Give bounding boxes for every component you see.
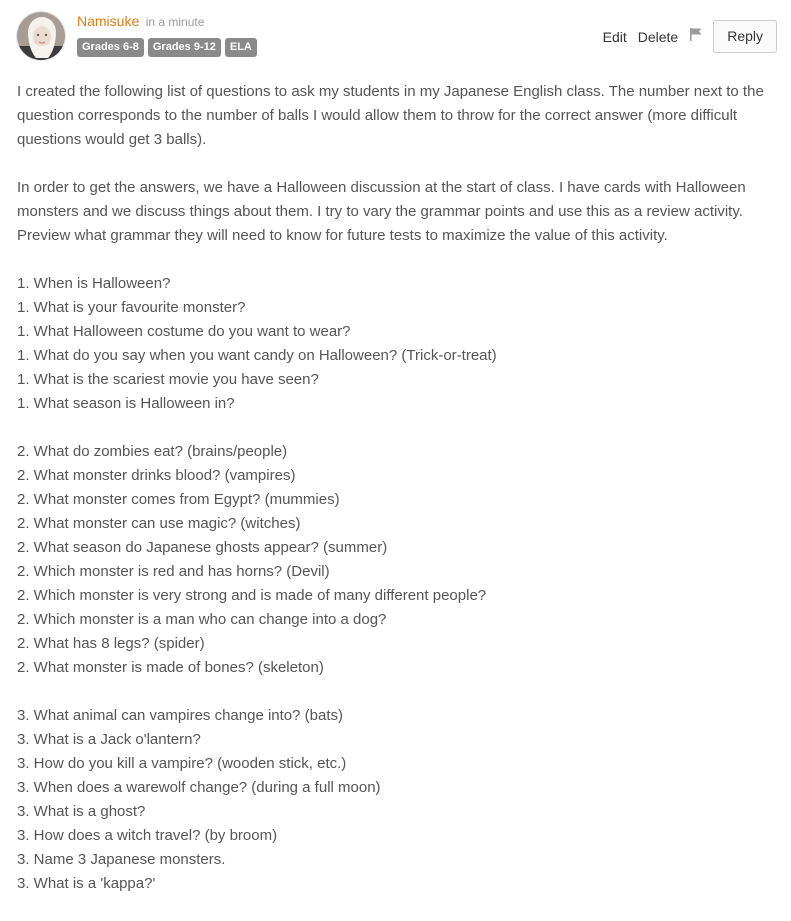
question-line: 3. What animal can vampires change into? (bats) <box>17 707 343 724</box>
post-time: in a minute <box>145 15 205 29</box>
edit-link[interactable]: Edit <box>602 28 627 45</box>
question-line: 3. What is a 'kappa?' <box>17 875 156 892</box>
question-line: 2. What has 8 legs? (spider) <box>17 635 205 652</box>
question-line: 3. How do you kill a vampire? (wooden stick, etc.) <box>17 755 347 772</box>
tag-grades-6-8[interactable]: Grades 6-8 <box>77 38 144 57</box>
question-line: 1. What do you say when you want candy on Halloween? (Trick-or-treat) <box>17 347 497 364</box>
post-body <box>17 80 779 920</box>
question-group-3 <box>17 704 779 896</box>
question-line: 2. What season do Japanese ghosts appear? (summer) <box>17 539 388 556</box>
question-line: 3. Name 3 Japanese monsters. <box>17 851 226 868</box>
question-line: 2. What do zombies eat? (brains/people) <box>17 443 288 460</box>
question-group-1 <box>17 272 779 416</box>
question-line: 3. What is a ghost? <box>17 803 146 820</box>
question-line: 1. What season is Halloween in? <box>17 395 235 412</box>
question-line: 1. What Halloween costume do you want to wear? <box>17 323 351 340</box>
question-line: 2. Which monster is a man who can change into a dog? <box>17 611 387 628</box>
reply-button[interactable]: Reply <box>713 20 777 53</box>
question-line: 1. What is your favourite monster? <box>17 299 246 316</box>
post-actions <box>603 20 777 53</box>
question-line: 2. What monster can use magic? (witches) <box>17 515 301 532</box>
author-name[interactable]: Namisuke <box>77 13 140 29</box>
avatar[interactable] <box>16 11 66 61</box>
avatar-image <box>17 12 66 61</box>
paragraph-discussion: In order to get the answers, we have a Halloween discussion at the start of class. I have cards with Halloween monsters and we discuss things about them. I try to vary the grammar points and use this as a review activity. Preview what grammar they will need to know for future tests to maximize the value of this activity. <box>17 179 746 244</box>
question-line: 1. When is Halloween? <box>17 275 171 292</box>
question-line: 2. Which monster is red and has horns? (Devil) <box>17 563 330 580</box>
question-line: 2. What monster is made of bones? (skeleton) <box>17 659 324 676</box>
question-group-2 <box>17 440 779 680</box>
delete-link[interactable]: Delete <box>637 28 679 45</box>
tag-list <box>77 38 257 57</box>
tag-grades-9-12[interactable]: Grades 9-12 <box>148 38 221 57</box>
tag-ela[interactable]: ELA <box>225 38 257 57</box>
question-line: 3. How does a witch travel? (by broom) <box>17 827 278 844</box>
flag-icon[interactable] <box>689 27 703 41</box>
question-line: 2. Which monster is very strong and is made of many different people? <box>17 587 487 604</box>
question-line: 3. What is a Jack o'lantern? <box>17 731 201 748</box>
question-line: 2. What monster comes from Egypt? (mummies) <box>17 491 340 508</box>
question-line: 1. What is the scariest movie you have seen? <box>17 371 319 388</box>
question-line: 2. What monster drinks blood? (vampires) <box>17 467 296 484</box>
question-line: 3. When does a warewolf change? (during a full moon) <box>17 779 381 796</box>
paragraph-intro: I created the following list of questions to ask my students in my Japanese English class. The number next to the question corresponds to the number of balls I would allow them to throw for the correct answer (more difficult questions would get 3 balls). <box>17 83 764 148</box>
author-line <box>77 13 204 31</box>
